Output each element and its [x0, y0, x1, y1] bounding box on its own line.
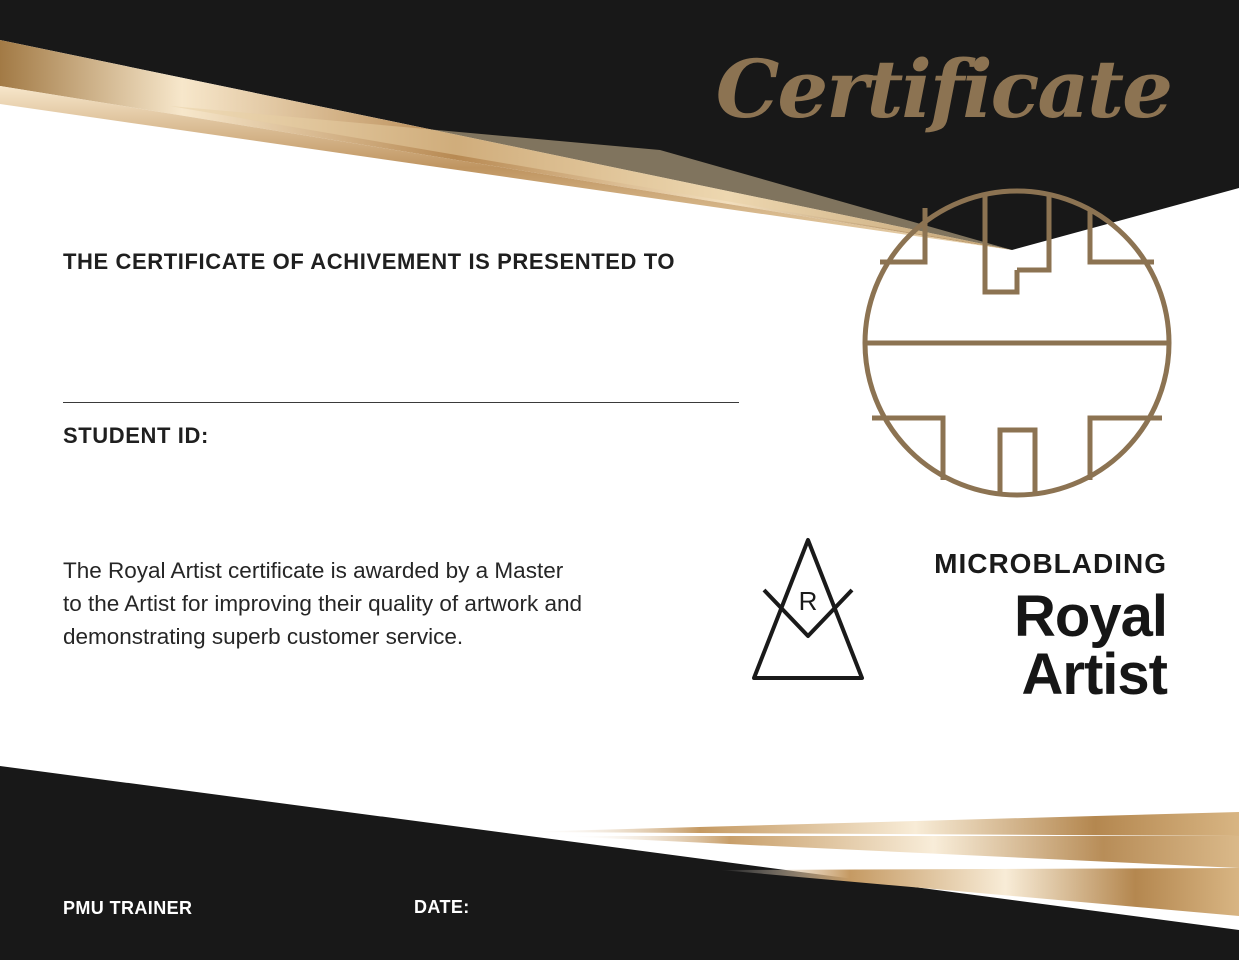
certificate-description — [63, 554, 582, 653]
pmu-trainer-label: PMU TRAINER — [63, 898, 193, 918]
bottom-gold-ribbon-1 — [520, 812, 1239, 836]
brand-category: MICROBLADING — [934, 548, 1167, 579]
recipient-name-line — [63, 402, 739, 403]
presented-to-label: THE CERTIFICATE OF ACHIVEMENT IS PRESENTED TO — [63, 249, 676, 274]
brand-name-line-2: Artist — [1021, 642, 1167, 707]
brand-name — [1014, 584, 1167, 707]
description-line-1: The Royal Artist certificate is awarded by a Master — [63, 558, 564, 583]
description-line-2: to the Artist for improving their quality of artwork and — [63, 591, 582, 616]
date-label: DATE: — [414, 897, 470, 917]
description-line-3: demonstrating superb customer service. — [63, 624, 464, 649]
bottom-black-band — [0, 766, 1239, 960]
emblem-letter: R — [798, 586, 818, 616]
certificate-heading: Certificate — [715, 42, 1171, 136]
brand-name-line-1: Royal — [1014, 584, 1167, 649]
student-id-label: STUDENT ID: — [63, 423, 209, 448]
